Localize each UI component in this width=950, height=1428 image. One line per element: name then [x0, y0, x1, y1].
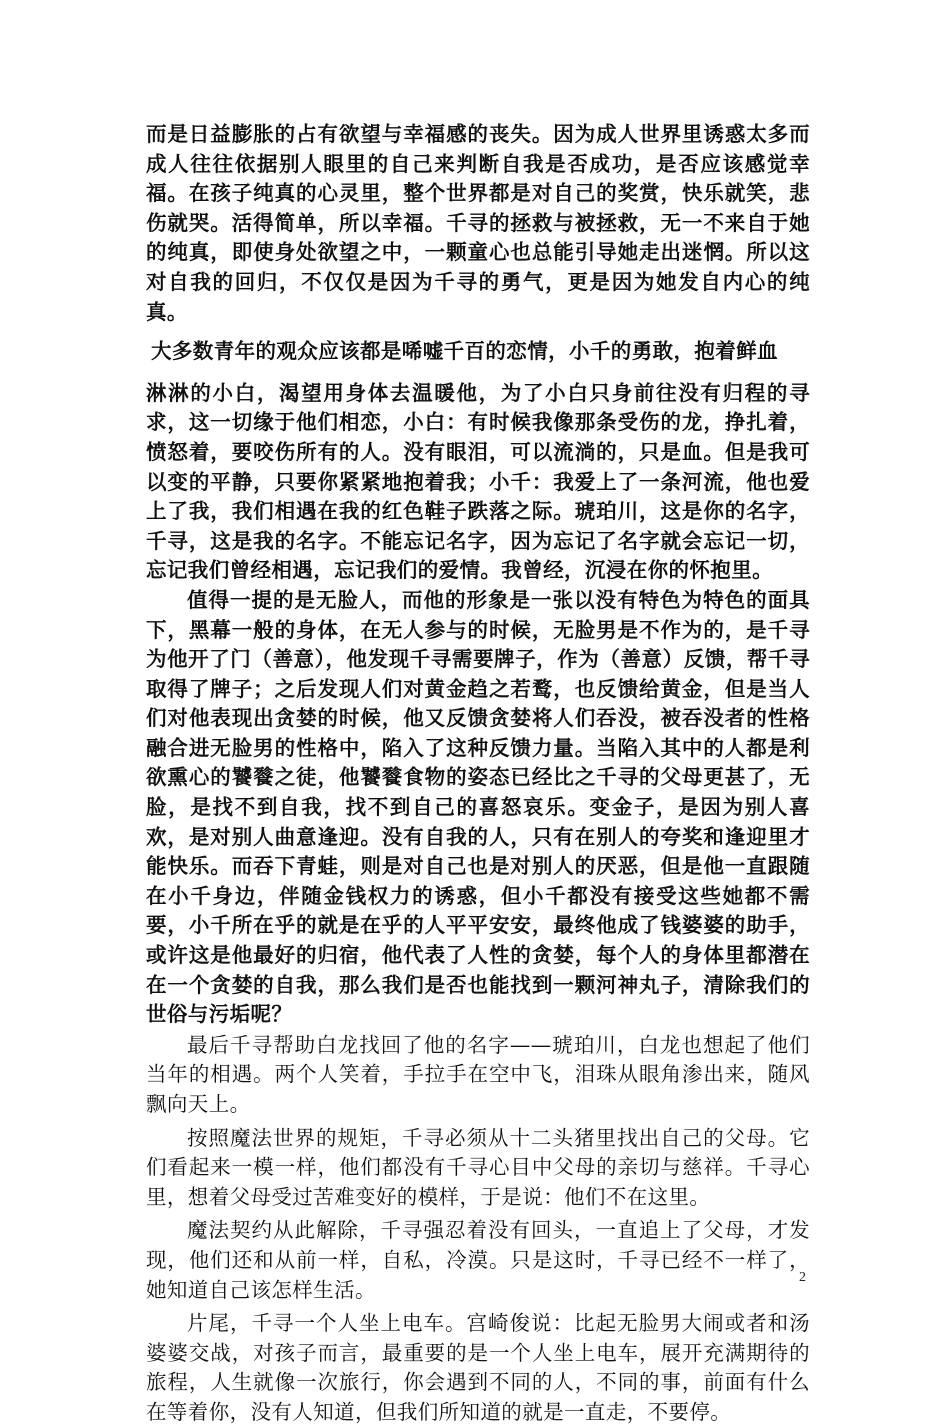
paragraph-haku-name: 最后千寻帮助白龙找回了他的名字——琥珀川，白龙也想起了他们当年的相遇。两个人笑着，手拉手在空中飞，泪珠从眼角渗出来，随风飘向天上。 [146, 1032, 810, 1116]
paragraph-love-story-intro: 大多数青年的观众应该都是唏嘘千百的恋情，小千的勇敢，抱着鲜血 [151, 339, 778, 364]
paragraph-no-face: 值得一提的是无脸人，而他的形象是一张以没有特色为特色的面具下，黑幕一般的身体，在无人参与的时候，无脸男是不作为的，是千寻为他开了门（善意），他发现千寻需要牌子，作为（善意）反馈，帮千寻取得了牌子；之后发现人们对黄金趋之若鹜，也反馈给黄金，但是当人们对他表现出贪婪的时候，他又反馈贪婪将人们吞没，被吞没者的性格融合进无脸男的性格中，陷入了这种反馈力量。当陷入其中的人都是利欲熏心的饕餮之徒，他饕餮食物的姿态已经比之千寻的父母更甚了，无脸，是找不到自我，找不到自己的喜怒哀乐。变金子，是因为别人喜欢，是对别人曲意逢迎。没有自我的人，只有在别人的夸奖和逢迎里才能快乐。而吞下青蛙，则是对自己也是对别人的厌恶，但是他一直跟随在小千身边，伴随金钱权力的诱惑，但小千都没有接受这些她都不需要，小千所在乎的就是在乎的人平平安安，最终他成了钱婆婆的助手，或许这是他最好的归宿，他代表了人性的贪婪，每个人的身体里都潜在在一个贪婪的自我，那么我们是否也能找到一颗河神丸子，清除我们的世俗与污垢呢？ [146, 587, 810, 1027]
paragraph-innocence: 而是日益膨胀的占有欲望与幸福感的丧失。因为成人世界里诱惑太多而成人往往依据别人眼里的自己来判断自我是否成功，是否应该感觉幸福。在孩子纯真的心灵里，整个世界都是对自己的奖赏，快乐就笑，悲伤就哭。活得简单，所以幸福。千寻的拯救与被拯救，无一不来自于她的纯真，即使身处欲望之中，一颗童心也总能引导她走出迷惘。所以这对自我的回归，不仅仅是因为千寻的勇气，更是因为她发自内心的纯真。 [146, 122, 810, 324]
paragraph-ending: 片尾，千寻一个人坐上电车。宫崎俊说：比起无脸男大闹或者和汤婆婆交战，对孩子而言，最重要的是一个人坐上电车，展开充满期待的旅程，人生就像一次旅行，你会遇到不同的人，不同的事，前面有什么在等着你，没有人知道，但我们所知道的就是一直走，不要停。 [146, 1311, 810, 1424]
paragraph-contract: 魔法契约从此解除，千寻强忍着没有回头，一直追上了父母，才发现，他们还和从前一样，自私，冷漠。只是这时，千寻已经不一样了，她知道自己该怎样生活。 [146, 1218, 810, 1302]
document-body [146, 120, 810, 1428]
paragraph-pigs: 按照魔法世界的规矩，千寻必须从十二头猪里找出自己的父母。它们看起来一模一样，他们都没有千寻心目中父母的亲切与慈祥。千寻心里，想着父母受过苦难变好的模样，于是说：他们不在这里。 [146, 1125, 810, 1209]
page-number: 2 [799, 1270, 806, 1285]
paragraph-love-story: 淋淋的小白，渴望用身体去温暖他，为了小白只身前往没有归程的寻求，这一切缘于他们相恋，小白：有时候我像那条受伤的龙，挣扎着，愤怒着，要咬伤所有的人。没有眼泪，可以流淌的，只是血。但是我可以变的平静，只要你紧紧地抱着我；小千：我爱上了一条河流，他也爱上了我，我们相遇在我的红色鞋子跌落之际。琥珀川，这是你的名字，千寻，这是我的名字。不能忘记名字，因为忘记了名字就会忘记一切，忘记我们曾经相遇，忘记我们的爱情。我曾经，沉浸在你的怀抱里。 [146, 380, 810, 583]
